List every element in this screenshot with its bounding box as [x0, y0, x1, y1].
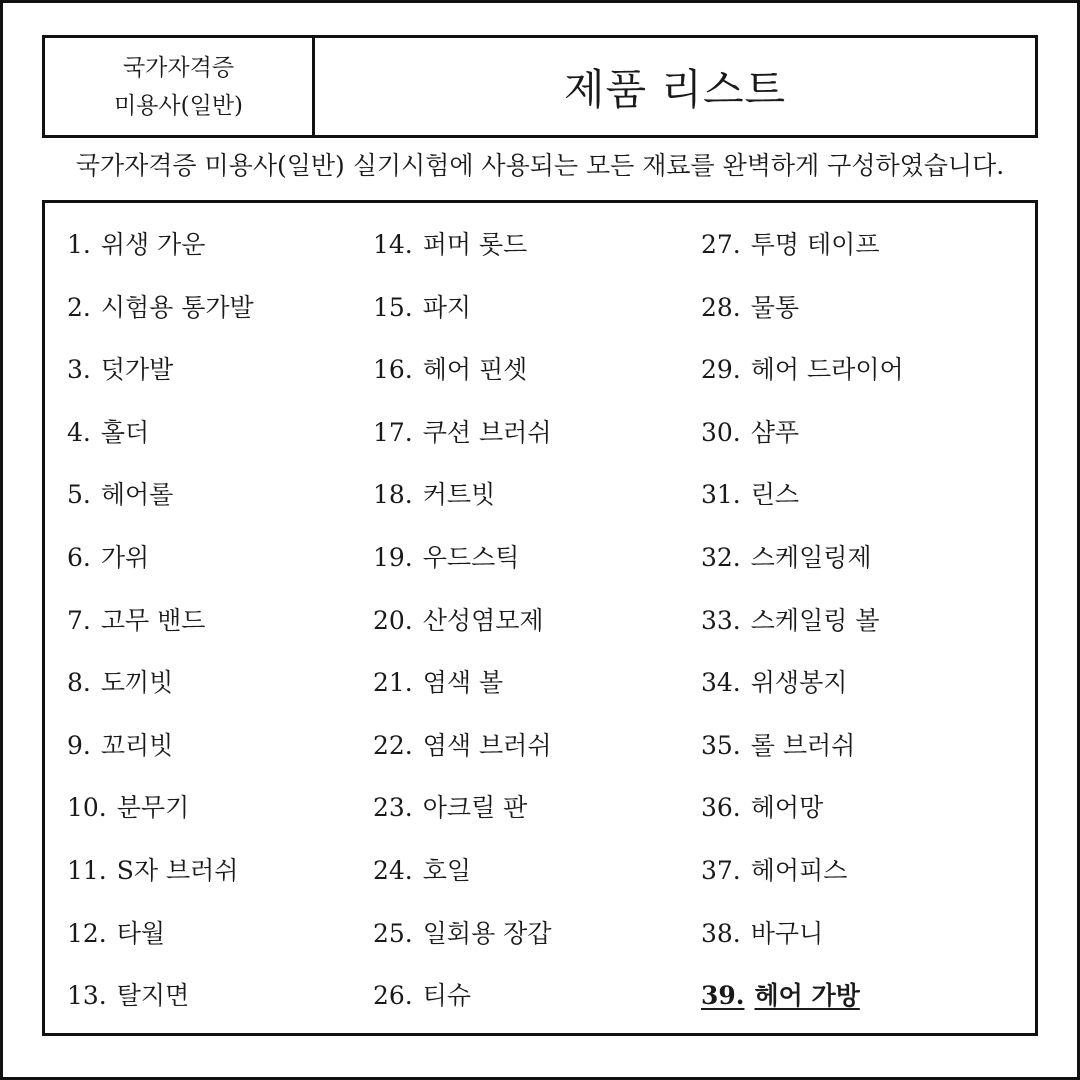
list-item-number: 2.	[67, 292, 91, 322]
list-item-number: 19.	[373, 543, 413, 572]
list-item-number: 38.	[701, 918, 741, 948]
list-item-name: 도끼빗	[100, 668, 174, 698]
list-item-number: 31.	[701, 480, 741, 510]
list-item-name: 염색 브러쉬	[422, 730, 552, 760]
list-item-number: 5.	[67, 480, 91, 510]
list-item	[67, 726, 173, 766]
list-item-number: 35.	[701, 730, 741, 760]
list-item	[373, 976, 471, 1016]
description-text: 국가자격증 미용사(일반) 실기시험에 사용되는 모든 재료를 완벽하게 구성하였습니다.	[75, 151, 1005, 180]
list-item-number: 6.	[67, 543, 91, 572]
list-item-number: 26.	[373, 981, 413, 1011]
list-item-number: 24.	[373, 856, 413, 885]
list-item-number: 12.	[67, 918, 107, 948]
list-item-name: 헤어 드라이어	[750, 355, 904, 385]
list-item-number: 39.	[701, 981, 745, 1011]
list-item-name: 홀더	[100, 417, 150, 447]
certification-line-1: 국가자격증	[122, 54, 235, 81]
list-item	[67, 475, 173, 515]
list-item-name: 스케일링 볼	[750, 605, 880, 635]
list-item-name: 커트빗	[422, 480, 496, 510]
list-item	[701, 288, 799, 328]
list-item	[701, 350, 904, 390]
list-item	[67, 788, 189, 828]
list-item	[67, 663, 173, 703]
list-item-number: 17.	[373, 417, 413, 447]
list-item-name: 꼬리빗	[100, 730, 174, 760]
list-item-number: 14.	[373, 230, 413, 259]
list-item-name: 아크릴 판	[422, 793, 528, 823]
list-item-number: 8.	[67, 668, 91, 698]
list-item-number: 37.	[701, 856, 741, 885]
list-item-name: 우드스틱	[422, 543, 520, 572]
list-item-number: 28.	[701, 292, 741, 322]
list-item-number: 9.	[67, 730, 91, 760]
list-item-name: 헤어망	[750, 793, 824, 823]
list-item	[373, 914, 551, 954]
list-item	[67, 538, 149, 578]
list-item	[67, 413, 149, 453]
list-item-name: 분무기	[116, 793, 190, 823]
list-item-number: 33.	[701, 605, 741, 635]
list-item	[701, 601, 879, 641]
list-item-name: 헤어롤	[100, 480, 174, 510]
list-item-number: 32.	[701, 543, 741, 572]
list-item-name: 물통	[750, 292, 800, 322]
list-item-name: 쿠션 브러쉬	[422, 417, 552, 447]
list-item	[701, 663, 847, 703]
list-item-number: 3.	[67, 355, 91, 385]
list-item-number: 27.	[701, 230, 741, 259]
list-item-number: 16.	[373, 355, 413, 385]
list-item-name: 헤어 가방	[754, 981, 860, 1011]
list-item-number: 4.	[67, 417, 91, 447]
list-item-name: 가위	[100, 543, 150, 572]
list-item-name: 바구니	[750, 918, 824, 948]
list-item-name: 염색 볼	[422, 668, 504, 698]
list-item-number: 29.	[701, 355, 741, 385]
list-item-number: 22.	[373, 730, 413, 760]
page-title: 제품 리스트	[563, 64, 787, 114]
list-item-name: 위생 가운	[100, 230, 206, 259]
list-item	[701, 726, 855, 766]
list-item-number: 13.	[67, 981, 107, 1011]
list-item-name: 투명 테이프	[750, 230, 880, 259]
list-item	[373, 726, 551, 766]
list-item	[373, 350, 527, 390]
list-item-name: 산성염모제	[422, 605, 544, 635]
list-item-name: 일회용 장갑	[422, 918, 552, 948]
list-item-name: 헤어피스	[750, 856, 848, 885]
list-item	[701, 475, 799, 515]
list-item-number: 21.	[373, 668, 413, 698]
list-item	[373, 538, 519, 578]
list-item-name: 호일	[422, 856, 472, 885]
list-item-number: 10.	[67, 793, 107, 823]
list-item	[701, 788, 823, 828]
list-item-number: 36.	[701, 793, 741, 823]
list-item	[373, 851, 471, 891]
certification-label	[45, 38, 315, 135]
list-item-number: 1.	[67, 230, 91, 259]
list-item	[701, 914, 823, 954]
list-item	[67, 851, 238, 891]
list-item	[67, 288, 254, 328]
product-list	[42, 200, 1038, 1036]
list-item-name: 스케일링제	[750, 543, 872, 572]
list-item-name: 탈지면	[116, 981, 190, 1011]
list-item-name: 린스	[750, 480, 800, 510]
list-item-name: 시험용 통가발	[100, 292, 254, 322]
list-item-name: 타월	[116, 918, 166, 948]
list-item-name: 덧가발	[100, 355, 174, 385]
list-item	[67, 350, 173, 390]
list-item	[67, 914, 165, 954]
list-item-number: 20.	[373, 605, 413, 635]
list-item	[67, 225, 205, 265]
list-item	[701, 851, 847, 891]
list-item	[373, 663, 503, 703]
list-item-number: 15.	[373, 292, 413, 322]
list-item	[373, 413, 551, 453]
list-item-name: 고무 밴드	[100, 605, 206, 635]
list-item	[701, 976, 860, 1016]
list-item-number: 11.	[67, 856, 107, 885]
list-item-number: 23.	[373, 793, 413, 823]
list-item	[373, 601, 544, 641]
list-item-number: 7.	[67, 605, 91, 635]
list-item	[67, 601, 205, 641]
list-item-number: 34.	[701, 668, 741, 698]
list-item-name: 위생봉지	[750, 668, 848, 698]
list-item	[373, 225, 527, 265]
list-item	[373, 288, 471, 328]
list-item	[373, 788, 527, 828]
list-item-name: 퍼머 롯드	[422, 230, 528, 259]
certification-line-2: 미용사(일반)	[113, 92, 244, 119]
list-item	[701, 225, 879, 265]
header-table	[42, 35, 1038, 138]
list-item-number: 30.	[701, 417, 741, 447]
list-item-name: 티슈	[422, 981, 472, 1011]
list-item-name: 파지	[422, 292, 472, 322]
list-item-number: 25.	[373, 918, 413, 948]
list-item	[67, 976, 189, 1016]
list-item-name: 롤 브러쉬	[750, 730, 856, 760]
list-item	[701, 538, 872, 578]
list-item-number: 18.	[373, 480, 413, 510]
list-item-name: 헤어 핀셋	[422, 355, 528, 385]
list-item	[701, 413, 799, 453]
list-item	[373, 475, 495, 515]
list-item-name: 샴푸	[750, 417, 800, 447]
list-item-name: S자 브러쉬	[116, 856, 239, 885]
